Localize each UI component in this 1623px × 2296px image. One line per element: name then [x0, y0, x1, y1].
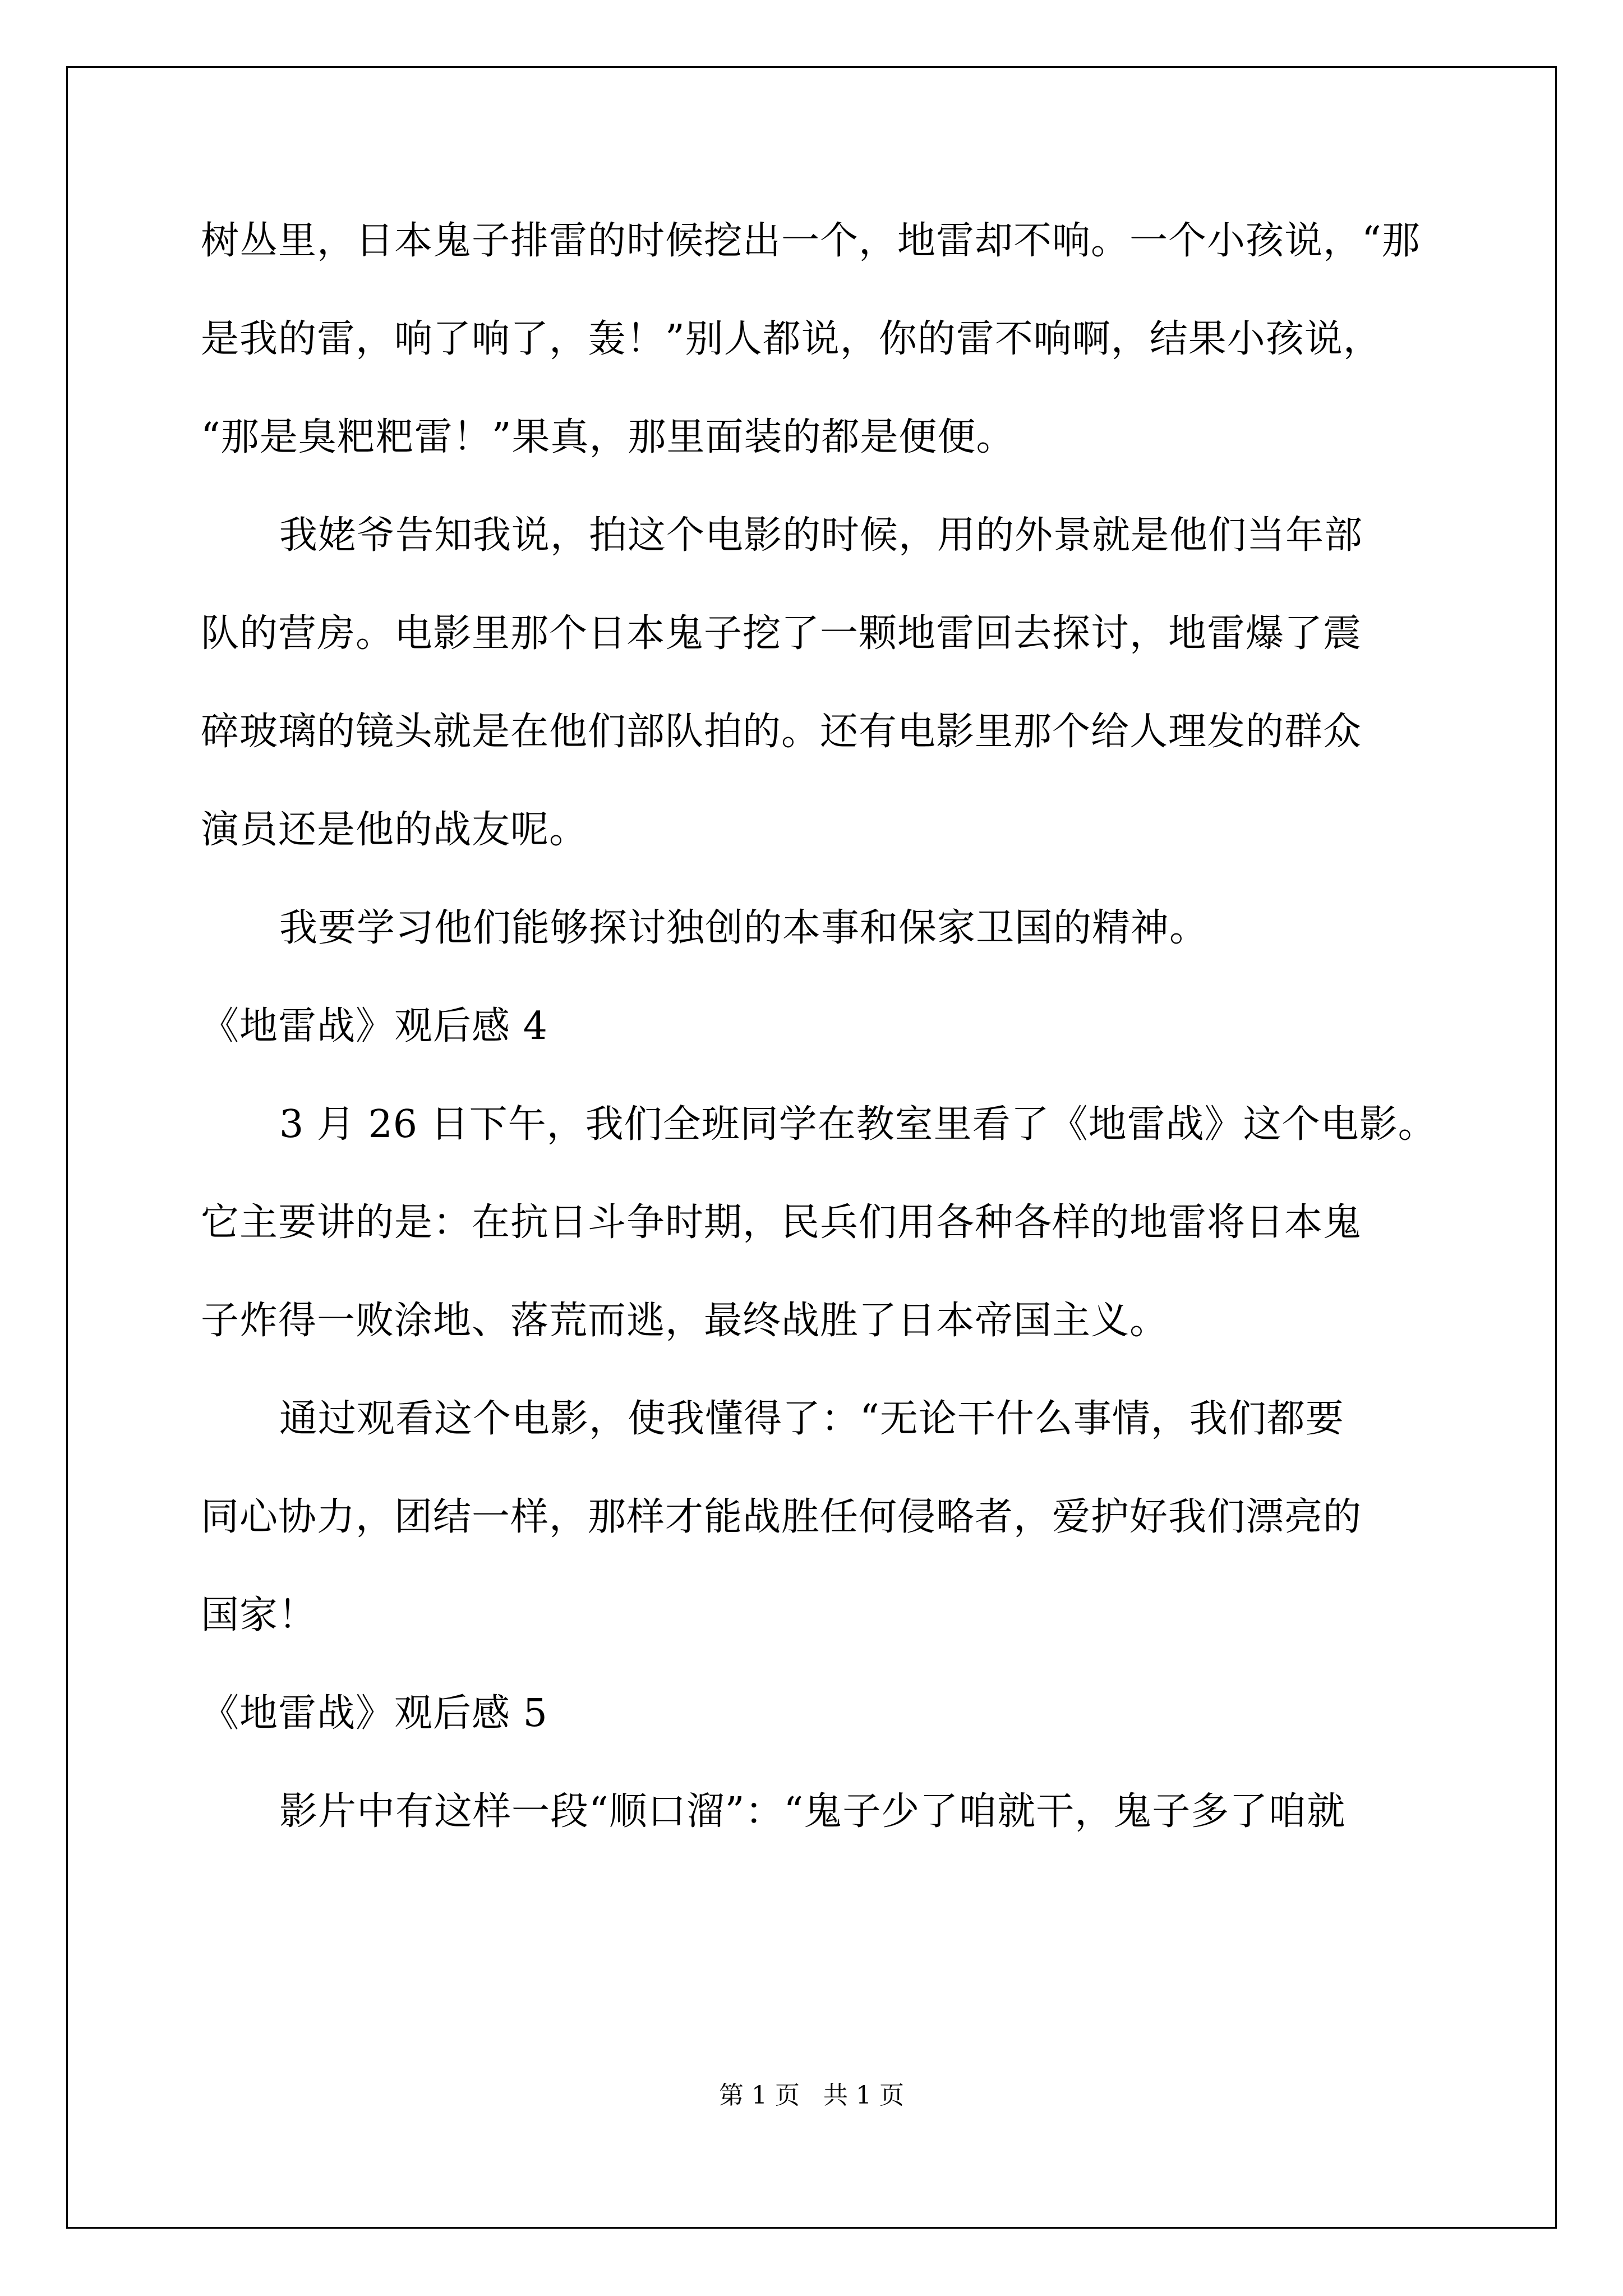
text-line: 子炸得一败涂地、落荒而逃，最终战胜了日本帝国主义。 [201, 1299, 1169, 1343]
text-line: 同心协力，团结一样，那样才能战胜任何侵略者，爱护好我们漂亮的 [201, 1495, 1362, 1539]
page-total: 共 1 页 [823, 2081, 904, 2110]
text-line: 它主要讲的是：在抗日斗争时期，民兵们用各种各样的地雷将日本鬼 [201, 1200, 1362, 1245]
page-footer [0, 2079, 1623, 2113]
text-line: 树丛里，日本鬼子排雷的时候挖出一个，地雷却不响。一个小孩说，“那 [201, 219, 1421, 263]
text-line: 演员还是他的战友呢。 [201, 808, 588, 852]
text-line: 队的营房。电影里那个日本鬼子挖了一颗地雷回去探讨，地雷爆了震 [201, 611, 1362, 656]
text-line: 通过观看这个电影，使我懂得了：“无论干什么事情，我们都要 [279, 1397, 1344, 1441]
page-number: 第 1 页 [719, 2081, 800, 2110]
text-line: 3 月 26 日下午，我们全班同学在教室里看了《地雷战》这个电影。 [279, 1102, 1437, 1147]
text-line: 我姥爷告知我说，拍这个电影的时候，用的外景就是他们当年部 [279, 513, 1363, 558]
text-line: “那是臭粑粑雷！”果真，那里面装的都是便便。 [201, 415, 1015, 459]
text-line: 我要学习他们能够探讨独创的本事和保家卫国的精神。 [279, 906, 1209, 950]
text-line: 国家！ [201, 1593, 317, 1637]
text-line: 是我的雷，响了响了，轰！”别人都说，你的雷不响啊，结果小孩说， [201, 317, 1382, 361]
section-heading: 《地雷战》观后感 4 [201, 1004, 548, 1048]
section-heading: 《地雷战》观后感 5 [201, 1691, 548, 1736]
text-line: 碎玻璃的镜头就是在他们部队拍的。还有电影里那个给人理发的群众 [201, 710, 1362, 754]
text-line: 影片中有这样一段“顺口溜”：“鬼子少了咱就干，鬼子多了咱就 [279, 1789, 1346, 1834]
